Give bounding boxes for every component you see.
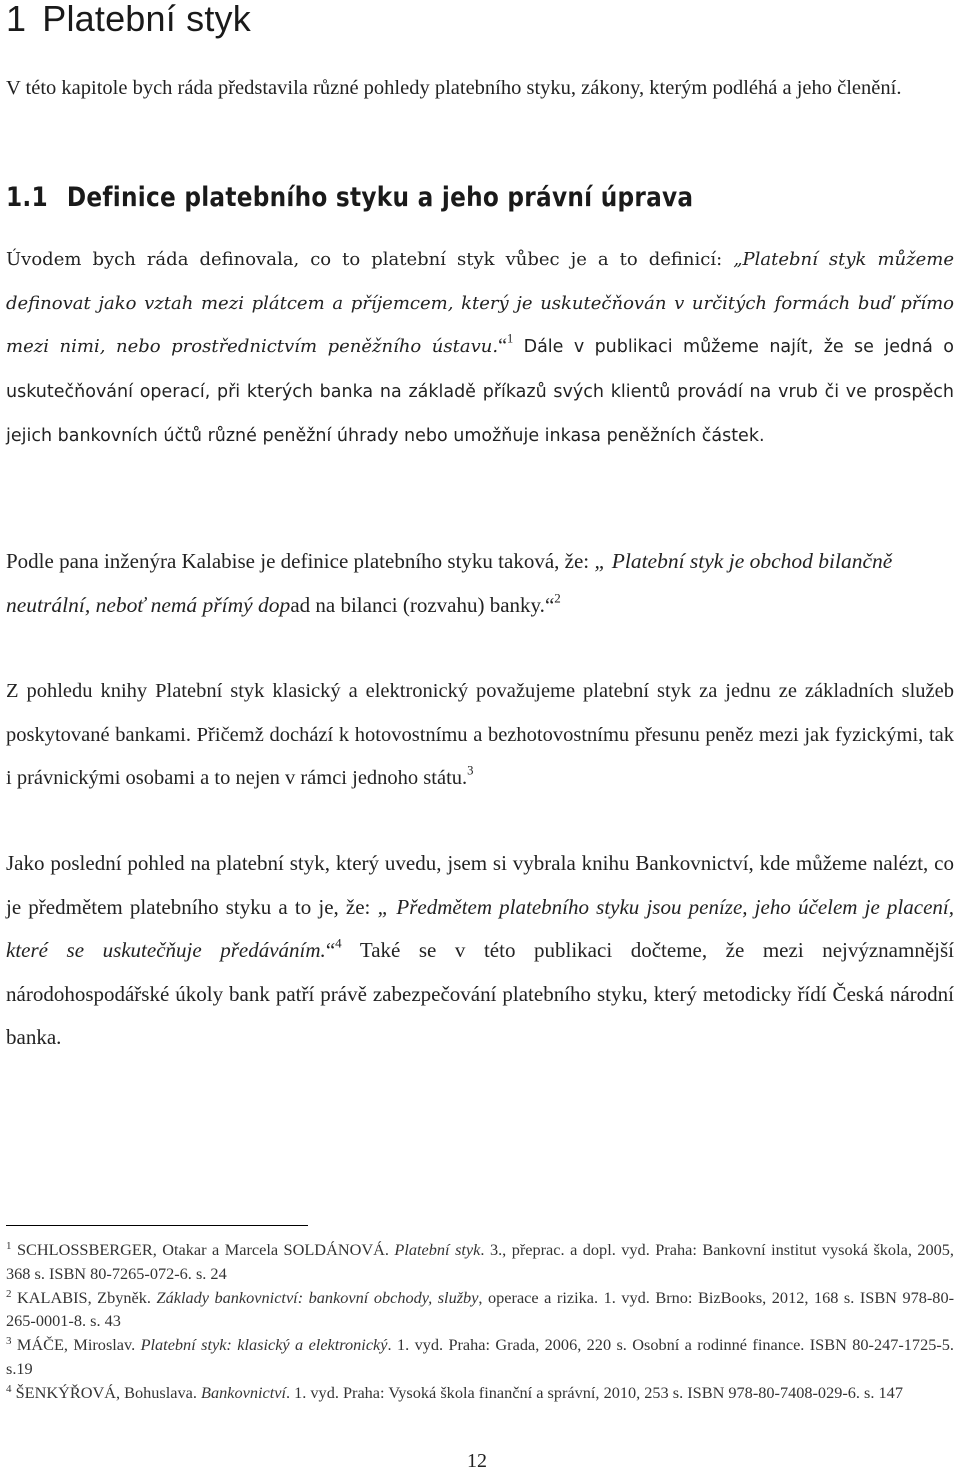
banking-lead: Jako poslední pohled na platební styk, který uvedu, jsem si vybrala knihu Bankovnictví, kde můžeme nalézt, co je předmětem platebního styku a to je, že: bbox=[6, 851, 954, 919]
page-number: 12 bbox=[467, 1450, 487, 1472]
footnote-ref-2[interactable]: 2 bbox=[554, 589, 561, 605]
banking-quote: „ Předmětem platebního styku jsou peníze, jeho účelem je placení, které se uskutečňuje předáváním. bbox=[6, 894, 954, 962]
kalabis-rest: ad na bilanci (rozvahu) banky. bbox=[290, 592, 545, 617]
footnote-number: 1 bbox=[6, 1240, 12, 1252]
footnote-text: . 1. vyd. Praha: Grada, 2006, 220 s. Osobní a rodinné finance. ISBN 80-247-1725-5. s.19 bbox=[6, 1335, 954, 1378]
section-number: 1.1 bbox=[6, 182, 48, 213]
chapter-heading bbox=[6, 0, 251, 40]
footnote-text: , operace a rizika. 1. vyd. Brno: BizBooks, 2012, 168 s. ISBN 978-80-265-0001-8. s. 43 bbox=[6, 1287, 955, 1331]
footnotes bbox=[6, 1238, 954, 1405]
footnote bbox=[6, 1238, 954, 1286]
section-heading bbox=[6, 182, 693, 213]
quote-close: “ bbox=[544, 592, 555, 617]
footnote-title: Bankovnictví bbox=[201, 1382, 286, 1402]
footnote-title: Platební styk: klasický a elektronický bbox=[140, 1335, 388, 1355]
definition-quote: „Platební styk můžeme definovat jako vztah mezi plátcem a příjemcem, který je uskutečňován v určitých formách buď přímo mezi nimi, nebo prostřednictvím peněžního ústavu. bbox=[6, 249, 954, 357]
footnote-ref-4[interactable]: 4 bbox=[335, 935, 342, 951]
footnote bbox=[6, 1286, 954, 1334]
kalabis-quote: „ Platební styk je obchod bilančně neutrální, neboť nemá přímý dop bbox=[6, 549, 893, 617]
footnote-title: Základy bankovnictví: bankovní obchody, služby bbox=[156, 1287, 479, 1307]
section-title: Definice platebního styku a jeho právní úprava bbox=[66, 182, 694, 213]
definition-paragraph bbox=[6, 238, 954, 459]
footnote-text: . 1. vyd. Praha: Vysoká škola finanční a správní, 2010, 253 s. ISBN 978-80-7408-029-6. s. 147 bbox=[285, 1382, 903, 1402]
chapter-title: Platební styk bbox=[42, 0, 251, 39]
footnote-separator bbox=[6, 1225, 308, 1226]
intro-paragraph: V této kapitole bych ráda představila různé pohledy platebního styku, zákony, kterým podléhá a jeho členění. bbox=[6, 77, 902, 99]
kalabis-paragraph bbox=[6, 540, 954, 627]
banking-rest: Také se v této publikaci dočteme, že mezi nejvýznamnější národohospodářské úkoly bank patří právě zabezpečování platebního styku, který metodicky řídí Česká národní banka. bbox=[6, 938, 954, 1049]
footnote-number: 3 bbox=[6, 1335, 12, 1348]
footnote-ref-3[interactable]: 3 bbox=[467, 763, 474, 778]
footnote-text: SCHLOSSBERGER, Otakar a Marcela SOLDÁNOVÁ. bbox=[11, 1240, 395, 1259]
kalabis-lead: Podle pana inženýra Kalabise je definice platebního styku taková, že: bbox=[6, 549, 595, 573]
quote-close: “ bbox=[325, 938, 336, 962]
chapter-number: 1 bbox=[6, 0, 27, 39]
footnote-number: 4 bbox=[6, 1382, 12, 1395]
book-view-text: Z pohledu knihy Platební styk klasický a elektronický považujeme platební styk za jednu ze základních služeb poskytované bankami. Přičemž dochází k hotovostnímu a bezhotovostnímu přesunu peněz mezi jak fyzickými, tak i právnickými osobami a to nejen v rámci jednoho státu. bbox=[6, 680, 954, 789]
footnote-ref-1[interactable]: 1 bbox=[506, 331, 514, 346]
definition-rest: Dále v publikaci můžeme najít, že se jedná o uskutečňování operací, při kterých banka na základě příkazů svých klientů provádí na vrub či ve prospěch jejich bankovních účtů různé peněžní úhrady nebo umožňuje inkasa peněžních částek. bbox=[6, 337, 955, 446]
footnote-text: ŠENKÝŘOVÁ, Bohuslava. bbox=[11, 1382, 201, 1402]
banking-paragraph bbox=[6, 842, 954, 1060]
footnote bbox=[6, 1381, 954, 1405]
footnote-title: Platební styk bbox=[394, 1240, 481, 1259]
footnote-text: KALABIS, Zbyněk. bbox=[11, 1287, 157, 1307]
footnote-text: MÁČE, Miroslav. bbox=[11, 1335, 141, 1355]
footnote-text: . 3., přeprac. a dopl. vyd. Praha: Bankovní institut vysoká škola, 2005, 368 s. ISBN 80-7265-072-6. s. 24 bbox=[6, 1240, 955, 1283]
footnote-number: 2 bbox=[6, 1287, 12, 1300]
definition-lead: Úvodem bych ráda definovala, co to platební styk vůbec je a to definicí: bbox=[6, 249, 734, 270]
quote-close: “ bbox=[498, 335, 507, 357]
footnote bbox=[6, 1333, 954, 1381]
book-view-paragraph bbox=[6, 670, 954, 801]
